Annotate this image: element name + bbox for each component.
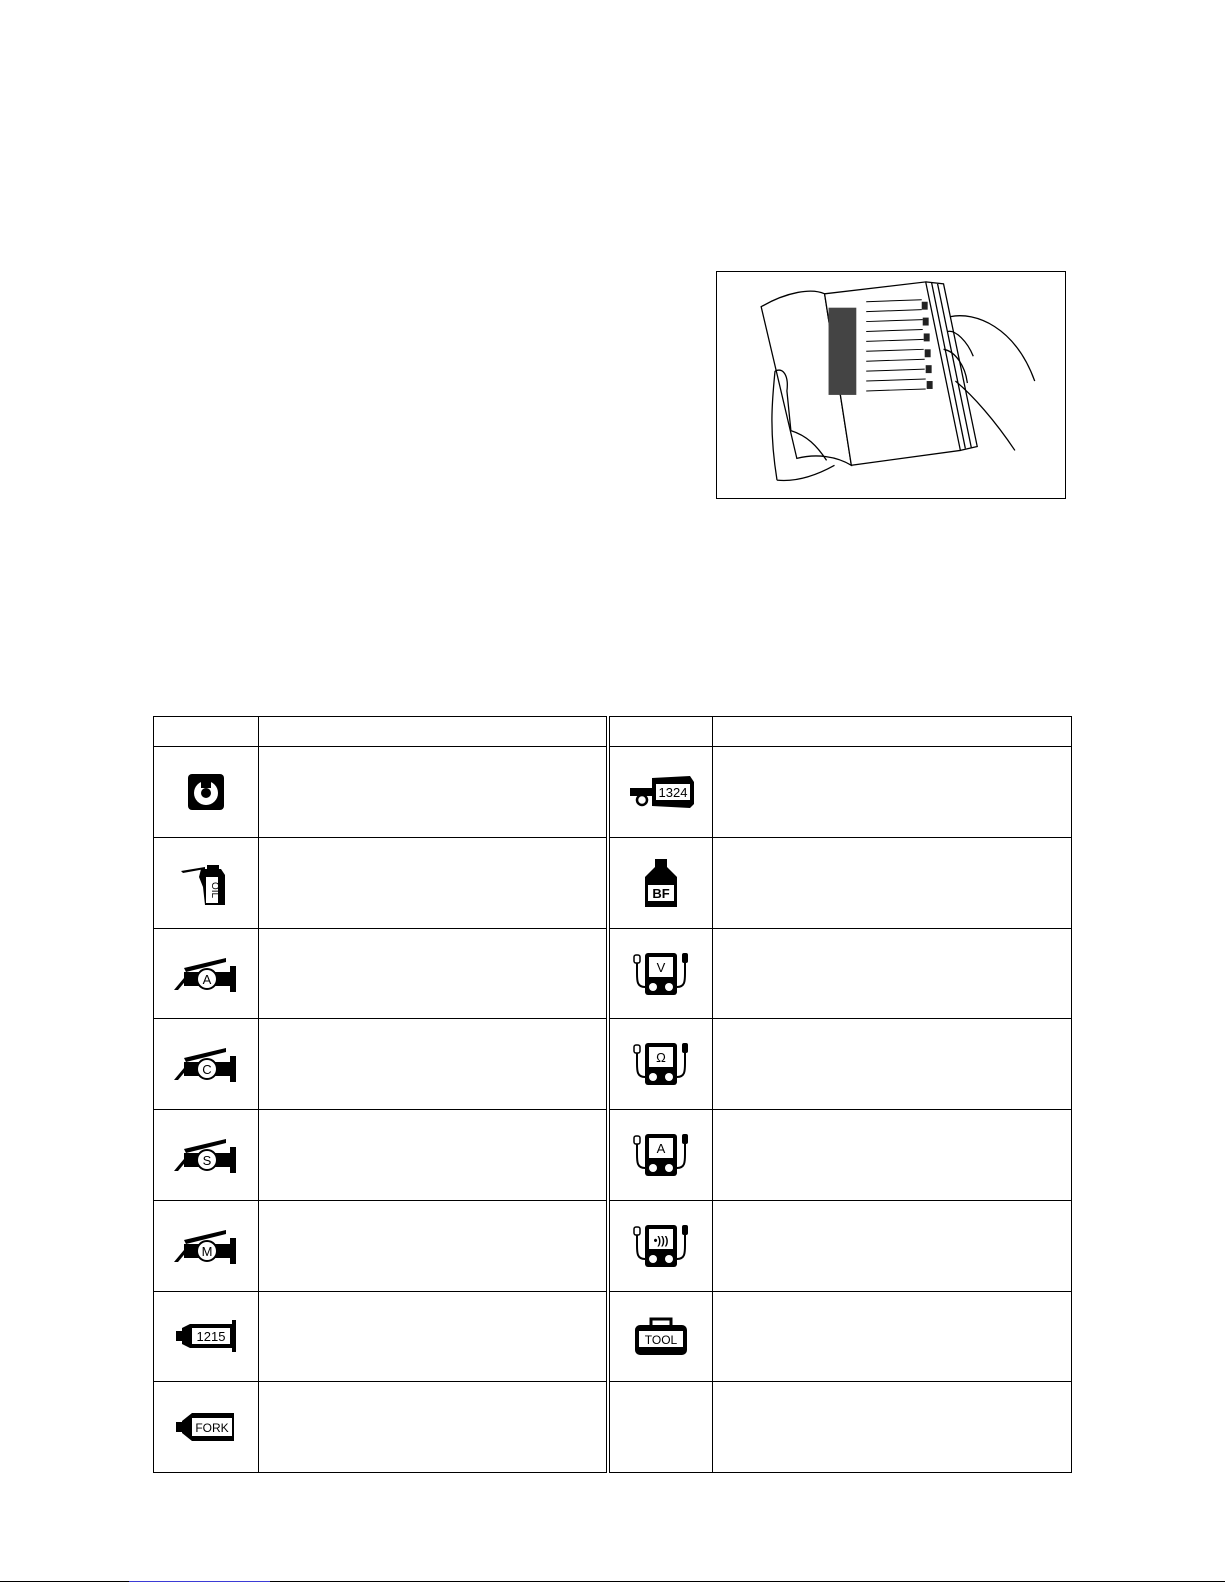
tool-label: TOOL [644,1333,677,1348]
wrench-icon [186,772,226,812]
symbol-cell [154,1291,259,1382]
grease-1324-icon [626,774,696,810]
multimeter-continuity-icon [631,1223,691,1269]
table-row [154,1110,1072,1201]
multimeter-v-icon [631,951,691,997]
symbol-cell [608,928,713,1019]
description-cell [259,1382,608,1473]
manual-reading-illustration [716,271,1066,499]
table-header-row [154,717,1072,747]
description-cell [713,1019,1072,1110]
symbol-cell [608,1110,713,1201]
oil-label: OIL [209,881,220,898]
multimeter-ohm-icon [631,1041,691,1087]
symbol-cell [608,1291,713,1382]
description-cell [259,1019,608,1110]
symbol-cell [154,747,259,838]
grease-s-label: S [202,1152,212,1168]
symbol-cell [154,1382,259,1473]
description-cell [713,837,1072,928]
grease-1324-label: 1324 [658,785,688,801]
description-cell [259,1200,608,1291]
header-symbol-right [608,717,713,747]
symbol-cell [154,1200,259,1291]
empty-symbol-cell [608,1382,713,1473]
description-cell [713,928,1072,1019]
grease-gun-c-icon [172,1044,240,1084]
table-row [154,1200,1072,1291]
header-desc-left [259,717,608,747]
symbol-cell [608,747,713,838]
description-cell [259,1110,608,1201]
symbol-cell [608,1019,713,1110]
grease-c-label: C [202,1062,212,1078]
header-desc-right [713,717,1072,747]
fork-label: FORK [195,1421,229,1436]
grease-a-label: A [202,971,212,987]
continuity-label: •))) [653,1234,669,1247]
table-row [154,1291,1072,1382]
header-symbol-left [154,717,259,747]
description-cell [259,837,608,928]
description-cell [713,1382,1072,1473]
description-cell [713,1291,1072,1382]
description-cell [259,747,608,838]
grease-m-label: M [201,1243,213,1259]
description-cell [259,1291,608,1382]
description-cell [713,1110,1072,1201]
description-cell [259,928,608,1019]
bf-label: BF [652,885,670,901]
volt-label: V [656,959,666,975]
grease-gun-m-icon [172,1226,240,1266]
sealant-1215-label: 1215 [196,1329,226,1345]
table-row [154,747,1072,838]
table-row [154,837,1072,928]
oil-can-icon [179,857,233,909]
table-row [154,928,1072,1019]
grease-gun-a-icon [172,954,240,994]
symbol-cell [154,1110,259,1201]
table-row [154,1382,1072,1473]
toolbox-icon [633,1315,689,1357]
amp-label: A [656,1140,666,1156]
symbol-table [153,716,1072,1473]
symbol-cell [608,1200,713,1291]
sealant-1215-icon [174,1318,238,1354]
manual-reading-icon [717,272,1065,498]
brake-fluid-icon [643,857,679,909]
symbol-cell [608,837,713,928]
symbol-cell [154,837,259,928]
multimeter-a-icon [631,1132,691,1178]
fork-oil-icon [174,1409,238,1445]
symbol-cell [154,928,259,1019]
description-cell [713,747,1072,838]
footer-link-underline[interactable] [129,1581,270,1582]
description-cell [713,1200,1072,1291]
table-row [154,1019,1072,1110]
grease-gun-s-icon [172,1135,240,1175]
symbol-cell [154,1019,259,1110]
ohm-label: Ω [655,1050,666,1066]
